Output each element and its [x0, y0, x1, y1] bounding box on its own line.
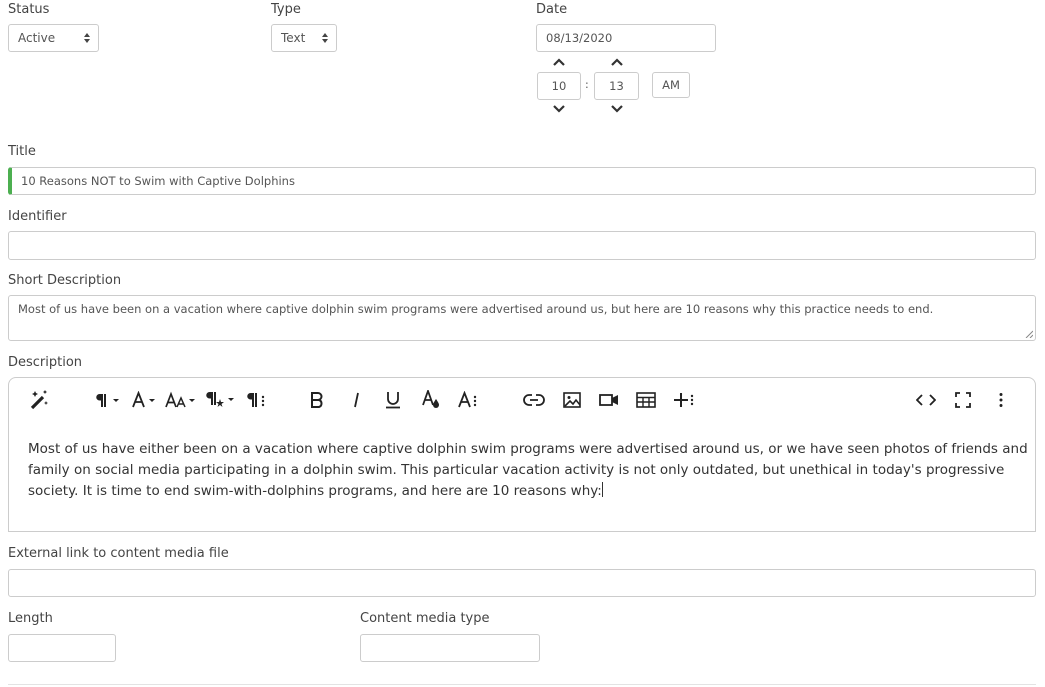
type-value: Text — [281, 31, 306, 45]
content-media-type-input[interactable] — [360, 634, 540, 662]
time-separator: : — [585, 78, 589, 91]
length-input[interactable] — [8, 634, 116, 662]
bold-icon[interactable] — [305, 380, 329, 420]
text-cursor — [602, 482, 603, 497]
hour-input[interactable]: 10 — [537, 72, 581, 100]
type-select[interactable] — [271, 24, 337, 52]
font-size-icon[interactable] — [164, 380, 200, 420]
select-caret-icon — [322, 33, 328, 43]
short-description-label: Short Description — [8, 273, 122, 288]
font-family-icon[interactable] — [129, 380, 161, 420]
table-icon[interactable] — [633, 380, 659, 420]
paragraph-format-icon[interactable] — [91, 380, 123, 420]
content-media-type-label: Content media type — [360, 611, 490, 626]
underline-icon[interactable] — [381, 380, 405, 420]
short-description-text: Most of us have been on a vacation where captive dolphin swim programs were advertised around us, but here are 10 reasons why this practice needs to end. — [18, 302, 934, 316]
external-link-input[interactable] — [8, 569, 1036, 597]
status-value: Active — [18, 31, 56, 45]
divider — [8, 684, 1036, 685]
text-color-icon[interactable] — [419, 380, 443, 420]
resize-handle-icon[interactable] — [1025, 330, 1033, 338]
link-icon[interactable] — [521, 380, 547, 420]
identifier-label: Identifier — [8, 209, 67, 224]
title-label: Title — [8, 144, 36, 159]
editor-content[interactable] — [28, 439, 1028, 502]
status-label: Status — [8, 2, 50, 17]
meridian-toggle-button[interactable]: AM — [652, 72, 690, 98]
description-label: Description — [8, 355, 83, 370]
minute-input[interactable]: 13 — [594, 72, 639, 100]
type-label: Type — [271, 2, 301, 17]
minute-increment-icon[interactable] — [610, 57, 624, 67]
identifier-input[interactable] — [8, 231, 1036, 260]
magic-wand-icon[interactable] — [25, 380, 53, 420]
italic-icon[interactable] — [344, 380, 368, 420]
short-description-textarea[interactable] — [8, 295, 1036, 341]
editor-toolbar — [9, 380, 1035, 420]
rich-text-editor[interactable] — [8, 377, 1036, 532]
line-height-icon[interactable] — [241, 380, 271, 420]
date-label: Date — [536, 2, 568, 17]
inline-style-icon[interactable] — [456, 380, 482, 420]
paragraph-style-icon[interactable] — [202, 380, 238, 420]
more-options-icon[interactable] — [989, 380, 1013, 420]
image-icon[interactable] — [559, 380, 585, 420]
insert-more-icon[interactable] — [670, 380, 700, 420]
title-input[interactable]: 10 Reasons NOT to Swim with Captive Dolphins — [8, 167, 1036, 195]
length-label: Length — [8, 611, 53, 626]
minute-decrement-icon[interactable] — [610, 104, 624, 114]
status-select[interactable] — [8, 24, 99, 52]
external-link-label: External link to content media file — [8, 546, 229, 561]
video-icon[interactable] — [596, 380, 622, 420]
hour-decrement-icon[interactable] — [552, 104, 566, 114]
fullscreen-icon[interactable] — [949, 380, 977, 420]
date-input[interactable]: 08/13/2020 — [536, 24, 716, 52]
editor-body-text: Most of us have either been on a vacation where captive dolphin swim programs were advertised around us, or we have seen photos of friends and family on social media participating in a dolphin swim. This particular vacation activity is not only outdated, but unethical in today's progressive society. It is time to end swim-with-dolphins programs, and here are 10 reasons why: — [28, 441, 1028, 499]
hour-increment-icon[interactable] — [552, 57, 566, 67]
select-caret-icon — [84, 33, 90, 43]
code-view-icon[interactable] — [911, 380, 941, 420]
